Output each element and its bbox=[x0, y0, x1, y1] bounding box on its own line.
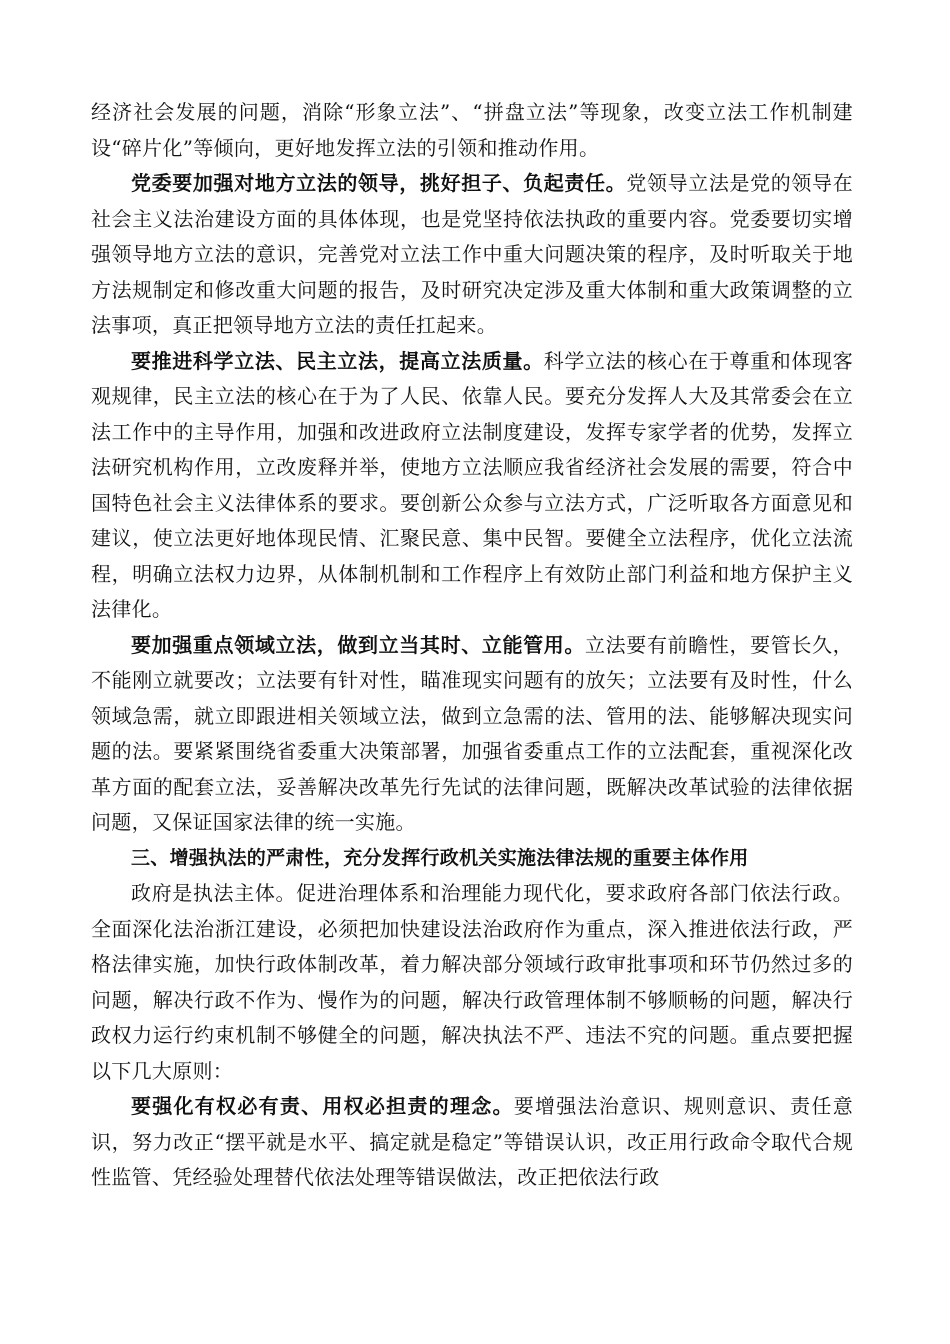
paragraph-text: 党领导立法是党的领导在社会主义法治建设方面的具体体现，也是党坚持依法执政的重要内容。党委要切实增强领导地方立法的意识，完善党对立法工作中重大问题决策的程序，及时听取关于地方法规制定和修改重大问题的报告，及时研究决定涉及重大体制和重大政策调整的立法事项，真正把领导地方立法的责任扛起来。 bbox=[91, 171, 853, 337]
paragraph-lead: 党委要加强对地方立法的领导，挑好担子、负起责任。 bbox=[131, 171, 627, 195]
paragraph-government-enforcement bbox=[91, 876, 853, 1089]
paragraph-key-areas bbox=[91, 628, 853, 841]
section-heading: 三、增强执法的严肃性，充分发挥行政机关实施法律法规的重要主体作用 bbox=[131, 846, 749, 869]
paragraph-scientific-legislation bbox=[91, 344, 853, 628]
paragraph-text: 立法要有前瞻性，要管长久，不能刚立就要改；立法要有针对性，瞄准现实问题有的放矢；立法要有及时性，什么领域急需，就立即跟进相关领域立法，做到立急需的法、管用的法、能够解决现实问题的法。要紧紧围绕省委重大决策部署，加强省委重点工作的立法配套，重视深化改革方面的配套立法，妥善解决改革先行先试的法律问题，既解决改革试验的法律依据问题，又保证国家法律的统一实施。 bbox=[91, 632, 853, 834]
paragraph-party-leadership bbox=[91, 166, 853, 344]
paragraph-continuation bbox=[91, 95, 853, 166]
paragraph-lead: 要加强重点领域立法，做到立当其时、立能管用。 bbox=[131, 632, 586, 657]
paragraph-text: 政府是执法主体。促进治理体系和治理能力现代化，要求政府各部门依法行政。全面深化法治浙江建设，必须把加快建设法治政府作为重点，深入推进依法行政，严格法律实施，加快行政体制改革，着力解决部分领域行政审批事项和环节仍然过多的问题，解决行政不作为、慢作为的问题，解决行政管理体制不够顺畅的问题，解决行政权力运行约束机制不够健全的问题，解决执法不严、违法不究的问题。重点要把握以下几大原则： bbox=[91, 881, 853, 1083]
paragraph-text: 要增强法治意识、规则意识、责任意识，努力改正“摆平就是水平、搞定就是稳定”等错误认识，改正用行政命令取代合规性监管、凭经验处理替代依法处理等错误做法，改正把依法行政 bbox=[91, 1094, 853, 1189]
paragraph-responsibility bbox=[91, 1089, 853, 1196]
paragraph-lead: 要推进科学立法、民主立法，提高立法质量。 bbox=[131, 348, 544, 373]
document-body bbox=[91, 95, 853, 1196]
paragraph-text: 科学立法的核心在于尊重和体现客观规律，民主立法的核心在于为了人民、依靠人民。要充分发挥人大及其常委会在立法工作中的主导作用，加强和改进政府立法制度建设，发挥专家学者的优势，发挥立法研究机构作用，立改废释并举，使地方立法顺应我省经济社会发展的需要，符合中国特色社会主义法律体系的要求。要创新公众参与立法方式，广泛听取各方面意见和建议，使立法更好地体现民情、汇聚民意、集中民智。要健全立法程序，优化立法流程，明确立法权力边界，从体制机制和工作程序上有效防止部门利益和地方保护主义法律化。 bbox=[91, 348, 854, 621]
paragraph-lead: 要强化有权必有责、用权必担责的理念。 bbox=[131, 1094, 514, 1118]
paragraph-text: 经济社会发展的问题，消除“形象立法”、“拼盘立法”等现象，改变立法工作机制建设“碎片化”等倾向，更好地发挥立法的引领和推动作用。 bbox=[91, 100, 853, 160]
